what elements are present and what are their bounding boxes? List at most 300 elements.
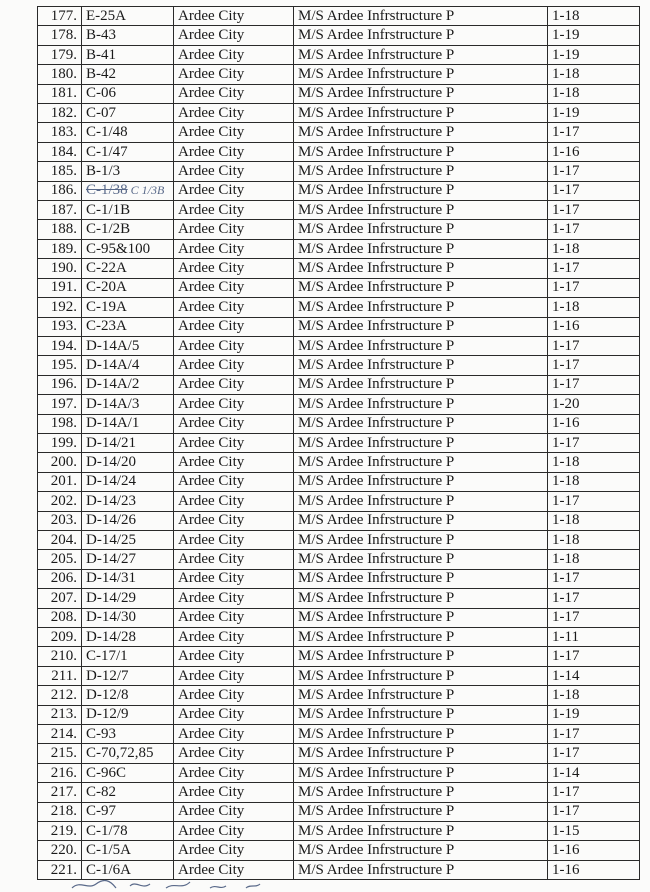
date-cell — [548, 433, 640, 452]
entity-cell-text: M/S Ardee Infrstructure P — [298, 27, 455, 44]
entity-cell-text: M/S Ardee Infrstructure P — [298, 686, 455, 703]
location-cell-text: Ardee City — [178, 357, 245, 374]
location-cell — [174, 239, 294, 258]
entity-cell-text: M/S Ardee Infrstructure P — [298, 667, 455, 684]
plot-cell — [82, 356, 174, 375]
serial-number-cell — [38, 414, 82, 433]
location-cell — [174, 647, 294, 666]
entity-cell-text: M/S Ardee Infrstructure P — [298, 570, 455, 587]
date-cell — [548, 802, 640, 821]
serial-number-cell — [38, 589, 82, 608]
plot-cell — [82, 841, 174, 860]
serial-number-cell — [38, 278, 82, 297]
serial-number-cell-text: 191. — [50, 279, 77, 296]
plot-cell — [82, 666, 174, 685]
serial-number-cell — [38, 705, 82, 724]
entity-cell-text: M/S Ardee Infrstructure P — [298, 395, 455, 412]
plot-cell — [82, 783, 174, 802]
plot-cell-text: D-12/7 — [86, 667, 129, 684]
serial-number-cell — [38, 220, 82, 239]
serial-number-cell-text: 178. — [50, 27, 77, 44]
location-cell-text: Ardee City — [178, 376, 245, 393]
date-cell-text: 1-17 — [552, 589, 580, 606]
location-cell — [174, 259, 294, 278]
date-cell-text: 1-20 — [552, 395, 580, 412]
location-cell — [174, 472, 294, 491]
serial-number-cell-text: 182. — [50, 104, 77, 121]
entity-cell-text: M/S Ardee Infrstructure P — [298, 124, 455, 141]
entity-cell-text: M/S Ardee Infrstructure P — [298, 725, 455, 742]
table-row — [38, 763, 640, 782]
serial-number-cell-text: 184. — [50, 143, 77, 160]
location-cell-text: Ardee City — [178, 589, 245, 606]
entity-cell — [294, 7, 548, 26]
entity-cell-text: M/S Ardee Infrstructure P — [298, 143, 455, 160]
entity-cell — [294, 647, 548, 666]
table-row — [38, 7, 640, 26]
date-cell — [548, 647, 640, 666]
table-row — [38, 414, 640, 433]
entity-cell — [294, 142, 548, 161]
location-cell — [174, 395, 294, 414]
serial-number-cell — [38, 336, 82, 355]
location-cell — [174, 201, 294, 220]
date-cell — [548, 492, 640, 511]
date-cell — [548, 259, 640, 278]
date-cell-text: 1-17 — [552, 648, 580, 665]
date-cell-text: 1-17 — [552, 279, 580, 296]
location-cell-text: Ardee City — [178, 842, 245, 859]
plot-cell-text: C-96C — [86, 764, 127, 781]
table-row — [38, 822, 640, 841]
entity-cell — [294, 45, 548, 64]
location-cell-text: Ardee City — [178, 46, 245, 63]
date-cell — [548, 278, 640, 297]
entity-cell — [294, 336, 548, 355]
date-cell — [548, 84, 640, 103]
table-row — [38, 395, 640, 414]
serial-number-cell-text: 215. — [50, 745, 77, 762]
table-row — [38, 492, 640, 511]
register-table — [37, 6, 640, 880]
date-cell-text: 1-18 — [552, 454, 580, 471]
date-cell-text: 1-19 — [552, 46, 580, 63]
date-cell — [548, 395, 640, 414]
serial-number-cell — [38, 686, 82, 705]
location-cell — [174, 142, 294, 161]
entity-cell-text: M/S Ardee Infrstructure P — [298, 551, 455, 568]
location-cell-text: Ardee City — [178, 221, 245, 238]
date-cell — [548, 7, 640, 26]
location-cell-text: Ardee City — [178, 551, 245, 568]
serial-number-cell-text: 202. — [50, 492, 77, 509]
plot-cell — [82, 569, 174, 588]
table-row — [38, 472, 640, 491]
entity-cell-text: M/S Ardee Infrstructure P — [298, 65, 455, 82]
serial-number-cell-text: 189. — [50, 240, 77, 257]
serial-number-cell — [38, 298, 82, 317]
entity-cell — [294, 414, 548, 433]
plot-cell-text: C-1/1B — [86, 201, 131, 218]
location-cell-text: Ardee City — [178, 531, 245, 548]
location-cell — [174, 705, 294, 724]
plot-cell-text: C-1/5A — [86, 842, 131, 859]
table-row — [38, 336, 640, 355]
serial-number-cell-text: 220. — [50, 842, 77, 859]
entity-cell-text: M/S Ardee Infrstructure P — [298, 318, 455, 335]
table-row — [38, 142, 640, 161]
date-cell — [548, 589, 640, 608]
date-cell — [548, 375, 640, 394]
location-cell — [174, 841, 294, 860]
entity-cell-text: M/S Ardee Infrstructure P — [298, 415, 455, 432]
date-cell — [548, 181, 640, 200]
location-cell-text: Ardee City — [178, 609, 245, 626]
entity-cell-text: M/S Ardee Infrstructure P — [298, 512, 455, 529]
location-cell — [174, 162, 294, 181]
table-row — [38, 783, 640, 802]
serial-number-cell — [38, 104, 82, 123]
entity-cell-text: M/S Ardee Infrstructure P — [298, 162, 455, 179]
plot-cell-text: C-23A — [86, 318, 127, 335]
entity-cell — [294, 783, 548, 802]
serial-number-cell — [38, 822, 82, 841]
table-row — [38, 628, 640, 647]
plot-cell — [82, 7, 174, 26]
plot-cell-text: C-70,72,85 — [86, 745, 154, 762]
serial-number-cell — [38, 26, 82, 45]
date-cell-text: 1-18 — [552, 531, 580, 548]
register-table-body — [38, 7, 640, 880]
location-cell-text: Ardee City — [178, 803, 245, 820]
location-cell-text: Ardee City — [178, 686, 245, 703]
location-cell — [174, 550, 294, 569]
plot-cell — [82, 550, 174, 569]
entity-cell — [294, 356, 548, 375]
table-row — [38, 802, 640, 821]
serial-number-cell-text: 211. — [51, 667, 77, 684]
location-cell — [174, 511, 294, 530]
serial-number-cell-text: 188. — [50, 221, 77, 238]
location-cell-text: Ardee City — [178, 27, 245, 44]
location-cell — [174, 744, 294, 763]
location-cell — [174, 453, 294, 472]
entity-cell-text: M/S Ardee Infrstructure P — [298, 7, 455, 24]
location-cell — [174, 104, 294, 123]
serial-number-cell-text: 214. — [50, 725, 77, 742]
entity-cell — [294, 317, 548, 336]
location-cell-text: Ardee City — [178, 65, 245, 82]
table-row — [38, 104, 640, 123]
serial-number-cell — [38, 725, 82, 744]
serial-number-cell — [38, 356, 82, 375]
plot-cell — [82, 336, 174, 355]
entity-cell-text: M/S Ardee Infrstructure P — [298, 337, 455, 354]
entity-cell — [294, 26, 548, 45]
plot-cell-text: C-1/48 — [86, 124, 128, 141]
serial-number-cell — [38, 783, 82, 802]
plot-cell-text: D-14/20 — [86, 454, 136, 471]
location-cell-text: Ardee City — [178, 415, 245, 432]
location-cell-text: Ardee City — [178, 512, 245, 529]
plot-cell — [82, 511, 174, 530]
plot-cell — [82, 104, 174, 123]
entity-cell — [294, 433, 548, 452]
entity-cell-text: M/S Ardee Infrstructure P — [298, 104, 455, 121]
serial-number-cell — [38, 511, 82, 530]
location-cell-text: Ardee City — [178, 725, 245, 742]
location-cell-text: Ardee City — [178, 648, 245, 665]
location-cell-text: Ardee City — [178, 182, 245, 199]
date-cell — [548, 453, 640, 472]
date-cell — [548, 317, 640, 336]
serial-number-cell-text: 193. — [50, 318, 77, 335]
table-row — [38, 239, 640, 258]
plot-cell-text: B-43 — [86, 27, 116, 44]
location-cell — [174, 375, 294, 394]
entity-cell-text: M/S Ardee Infrstructure P — [298, 745, 455, 762]
entity-cell-text: M/S Ardee Infrstructure P — [298, 434, 455, 451]
entity-cell-text: M/S Ardee Infrstructure P — [298, 240, 455, 257]
plot-cell-text: C-19A — [86, 298, 127, 315]
entity-cell — [294, 104, 548, 123]
serial-number-cell — [38, 84, 82, 103]
location-cell — [174, 725, 294, 744]
plot-cell — [82, 201, 174, 220]
plot-cell-text: E-25A — [86, 7, 126, 24]
entity-cell — [294, 822, 548, 841]
serial-number-cell-text: 218. — [50, 803, 77, 820]
date-cell-text: 1-11 — [552, 628, 579, 645]
serial-number-cell — [38, 239, 82, 258]
serial-number-cell — [38, 550, 82, 569]
location-cell — [174, 84, 294, 103]
plot-cell-text: C-1/6A — [86, 861, 131, 878]
date-cell-text: 1-17 — [552, 376, 580, 393]
serial-number-cell-text: 183. — [50, 124, 77, 141]
serial-number-cell — [38, 317, 82, 336]
serial-number-cell — [38, 142, 82, 161]
serial-number-cell — [38, 569, 82, 588]
serial-number-cell-text: 190. — [50, 259, 77, 276]
date-cell — [548, 725, 640, 744]
plot-cell — [82, 725, 174, 744]
date-cell-text: 1-14 — [552, 667, 580, 684]
date-cell-text: 1-17 — [552, 124, 580, 141]
entity-cell — [294, 84, 548, 103]
serial-number-cell — [38, 181, 82, 200]
table-row — [38, 26, 640, 45]
location-cell-text: Ardee City — [178, 764, 245, 781]
date-cell — [548, 666, 640, 685]
entity-cell-text: M/S Ardee Infrstructure P — [298, 764, 455, 781]
entity-cell-text: M/S Ardee Infrstructure P — [298, 201, 455, 218]
location-cell-text: Ardee City — [178, 85, 245, 102]
date-cell-text: 1-19 — [552, 104, 580, 121]
location-cell — [174, 181, 294, 200]
date-cell-text: 1-17 — [552, 609, 580, 626]
serial-number-cell — [38, 763, 82, 782]
plot-cell — [82, 744, 174, 763]
date-cell — [548, 26, 640, 45]
entity-cell — [294, 220, 548, 239]
entity-cell — [294, 65, 548, 84]
date-cell-text: 1-16 — [552, 318, 580, 335]
plot-cell-text: D-14A/2 — [86, 376, 140, 393]
plot-cell — [82, 822, 174, 841]
location-cell-text: Ardee City — [178, 783, 245, 800]
entity-cell-text: M/S Ardee Infrstructure P — [298, 279, 455, 296]
location-cell-text: Ardee City — [178, 822, 245, 839]
date-cell — [548, 569, 640, 588]
table-row — [38, 317, 640, 336]
table-row — [38, 162, 640, 181]
location-cell — [174, 608, 294, 627]
entity-cell — [294, 530, 548, 549]
handwritten-correction: C 1/3B — [130, 183, 165, 198]
plot-cell-text: C-07 — [86, 104, 116, 121]
entity-cell — [294, 123, 548, 142]
entity-cell-text: M/S Ardee Infrstructure P — [298, 531, 455, 548]
entity-cell — [294, 395, 548, 414]
table-row — [38, 433, 640, 452]
entity-cell — [294, 278, 548, 297]
table-row — [38, 259, 640, 278]
date-cell-text: 1-16 — [552, 143, 580, 160]
location-cell-text: Ardee City — [178, 395, 245, 412]
location-cell — [174, 686, 294, 705]
date-cell — [548, 822, 640, 841]
date-cell-text: 1-18 — [552, 512, 580, 529]
location-cell-text: Ardee City — [178, 201, 245, 218]
location-cell-text: Ardee City — [178, 473, 245, 490]
location-cell — [174, 414, 294, 433]
date-cell-text: 1-17 — [552, 162, 580, 179]
serial-number-cell-text: 199. — [50, 434, 77, 451]
plot-cell — [82, 589, 174, 608]
plot-cell — [82, 802, 174, 821]
entity-cell — [294, 589, 548, 608]
table-row — [38, 569, 640, 588]
plot-cell-text: C-97 — [86, 803, 116, 820]
date-cell — [548, 763, 640, 782]
plot-cell-text: D-14A/3 — [86, 395, 140, 412]
date-cell — [548, 220, 640, 239]
plot-cell-text: C-22A — [86, 259, 127, 276]
entity-cell-text: M/S Ardee Infrstructure P — [298, 628, 455, 645]
table-row — [38, 375, 640, 394]
plot-cell-text: C-17/1 — [86, 648, 128, 665]
plot-cell-text: C-06 — [86, 85, 116, 102]
plot-cell — [82, 278, 174, 297]
plot-cell — [82, 608, 174, 627]
date-cell-text: 1-18 — [552, 473, 580, 490]
plot-cell — [82, 705, 174, 724]
plot-cell — [82, 65, 174, 84]
date-cell — [548, 550, 640, 569]
table-row — [38, 744, 640, 763]
serial-number-cell — [38, 65, 82, 84]
location-cell-text: Ardee City — [178, 861, 245, 878]
serial-number-cell-text: 210. — [50, 648, 77, 665]
date-cell-text: 1-17 — [552, 259, 580, 276]
serial-number-cell-text: 216. — [50, 764, 77, 781]
location-cell — [174, 569, 294, 588]
entity-cell-text: M/S Ardee Infrstructure P — [298, 706, 455, 723]
serial-number-cell — [38, 45, 82, 64]
location-cell — [174, 317, 294, 336]
entity-cell — [294, 511, 548, 530]
location-cell-text: Ardee City — [178, 745, 245, 762]
table-row — [38, 123, 640, 142]
table-row — [38, 181, 640, 200]
location-cell-text: Ardee City — [178, 279, 245, 296]
entity-cell — [294, 181, 548, 200]
location-cell — [174, 278, 294, 297]
date-cell — [548, 336, 640, 355]
location-cell — [174, 589, 294, 608]
serial-number-cell-text: 196. — [50, 376, 77, 393]
entity-cell-text: M/S Ardee Infrstructure P — [298, 182, 455, 199]
serial-number-cell — [38, 7, 82, 26]
date-cell — [548, 201, 640, 220]
date-cell-text: 1-17 — [552, 337, 580, 354]
date-cell — [548, 860, 640, 879]
date-cell-text: 1-17 — [552, 803, 580, 820]
entity-cell — [294, 453, 548, 472]
entity-cell-text: M/S Ardee Infrstructure P — [298, 221, 455, 238]
date-cell-text: 1-17 — [552, 570, 580, 587]
entity-cell-text: M/S Ardee Infrstructure P — [298, 609, 455, 626]
date-cell — [548, 530, 640, 549]
location-cell-text: Ardee City — [178, 318, 245, 335]
serial-number-cell-text: 212. — [50, 686, 77, 703]
plot-cell — [82, 686, 174, 705]
serial-number-cell-text: 181. — [50, 85, 77, 102]
date-cell — [548, 356, 640, 375]
serial-number-cell — [38, 492, 82, 511]
location-cell — [174, 763, 294, 782]
entity-cell-text: M/S Ardee Infrstructure P — [298, 259, 455, 276]
plot-cell — [82, 84, 174, 103]
date-cell-text: 1-16 — [552, 861, 580, 878]
date-cell — [548, 414, 640, 433]
table-row — [38, 666, 640, 685]
serial-number-cell-text: 209. — [50, 628, 77, 645]
entity-cell-text: M/S Ardee Infrstructure P — [298, 454, 455, 471]
entity-cell — [294, 492, 548, 511]
date-cell-text: 1-17 — [552, 783, 580, 800]
plot-cell-text: D-14A/4 — [86, 357, 140, 374]
table-row — [38, 65, 640, 84]
serial-number-cell-text: 204. — [50, 531, 77, 548]
entity-cell — [294, 472, 548, 491]
entity-cell — [294, 860, 548, 879]
location-cell — [174, 783, 294, 802]
serial-number-cell-text: 180. — [50, 65, 77, 82]
serial-number-cell — [38, 666, 82, 685]
plot-cell — [82, 530, 174, 549]
plot-cell — [82, 375, 174, 394]
plot-cell-text: C-1/38 — [86, 182, 128, 199]
plot-cell-text: B-42 — [86, 65, 116, 82]
date-cell — [548, 472, 640, 491]
serial-number-cell-text: 206. — [50, 570, 77, 587]
location-cell — [174, 802, 294, 821]
date-cell-text: 1-17 — [552, 725, 580, 742]
location-cell-text: Ardee City — [178, 337, 245, 354]
entity-cell — [294, 375, 548, 394]
